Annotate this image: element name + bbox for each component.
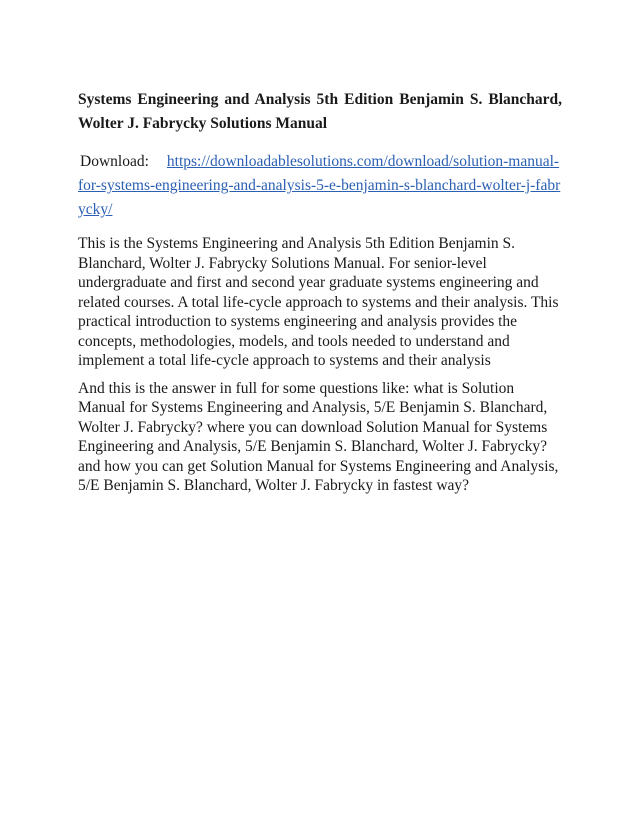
description-paragraph: This is the Systems Engineering and Analysis 5th Edition Benjamin S. Blanchard, Wolter J. Fabrycky Solutions Manual. For senior-level undergraduate and first and second year graduate systems engineering and related courses. A total life-cycle approach to systems and their analysis. This practical introduction to systems engineering and analysis provides the concepts, methodologies, models, and tools needed to understand and implement a total life-cycle approach to systems and their analysis [78,235,559,369]
download-line [78,150,562,222]
document-content [78,88,562,504]
document-title: Systems Engineering and Analysis 5th Edition Benjamin S. Blanchard, Wolter J. Fabrycky Solutions Manual [78,91,562,132]
download-label: Download: [80,153,149,170]
faq-paragraph: And this is the answer in full for some questions like: what is Solution Manual for Systems Engineering and Analysis, 5/E Benjamin S. Blanchard, Wolter J. Fabrycky? where you can download Solution Manual for Systems Engineering and Analysis, 5/E Benjamin S. Blanchard, Wolter J. Fabrycky? and how you can get Solution Manual for Systems Engineering and Analysis, 5/E Benjamin S. Blanchard, Wolter J. Fabrycky in fastest way? [78,379,559,494]
download-link[interactable]: https://downloadablesolutions.com/download/solution-manual-for-systems-engineering-and-analysis-5-e-benjamin-s-blanchard-wolter-j-fabrycky/ [78,153,561,218]
